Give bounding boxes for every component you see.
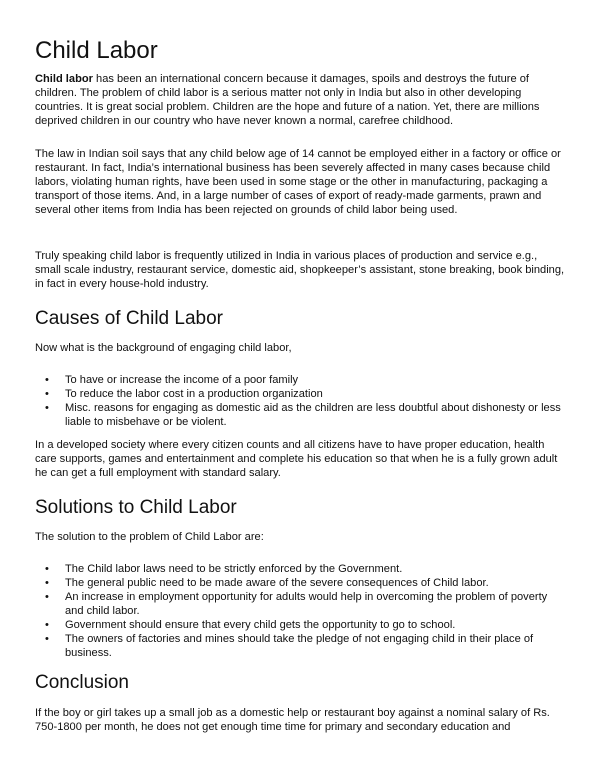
- list-item: • The general public need to be made aware of the severe consequences of Child labor.: [45, 577, 489, 589]
- causes-list: [35, 373, 565, 429]
- list-item: • Misc. reasons for engaging as domestic aid as the children are less doubtful about dishonesty or less liable to misbehave or be violent.: [45, 402, 561, 428]
- list-item: • To reduce the labor cost in a production organization: [45, 388, 323, 400]
- bullet-icon: •: [45, 402, 49, 414]
- bullet-icon: •: [45, 374, 49, 386]
- bullet-icon: •: [45, 388, 49, 400]
- usage-paragraph: Truly speaking child labor is frequently utilized in India in various places of production and service e.g., small scale industry, restaurant service, domestic aid, shopkeeper’s assistant, stone breaking, book binding, in fact in every house-hold industry.: [35, 250, 565, 290]
- list-item: • The Child labor laws need to be strictly enforced by the Government.: [45, 563, 403, 575]
- solutions-list: [35, 562, 565, 660]
- intro-text: has been an international concern because it damages, spoils and destroys the future of children. The problem of child labor is a serious matter not only in India but also in other developing countries. It is great social problem. Children are the hope and future of a nation. Yet, there are millions deprived children in our country who have never known a normal, carefree childhood.: [35, 73, 540, 127]
- list-item: • To have or increase the income of a poor family: [45, 374, 299, 386]
- bullet-icon: •: [45, 591, 49, 603]
- intro-lead: Child labor: [35, 73, 93, 85]
- bullet-icon: •: [45, 633, 49, 645]
- list-item: • An increase in employment opportunity for adults would help in overcoming the problem of poverty and child labor.: [45, 591, 548, 617]
- solutions-intro: The solution to the problem of Child Labor are:: [35, 531, 264, 543]
- bullet-icon: •: [45, 577, 49, 589]
- bullet-icon: •: [45, 619, 49, 631]
- intro-paragraph: [35, 72, 565, 128]
- list-item: • Government should ensure that every child gets the opportunity to go to school.: [45, 619, 456, 631]
- list-item: • The owners of factories and mines should take the pledge of not engaging child in their place of business.: [45, 633, 534, 659]
- conclusion-heading: Conclusion: [35, 672, 129, 693]
- causes-heading: Causes of Child Labor: [35, 308, 223, 329]
- causes-intro: Now what is the background of engaging child labor,: [35, 342, 292, 354]
- causes-outro: In a developed society where every citizen counts and all citizens have to have proper education, health care supports, games and entertainment and complete his education so that when he is a fully grown adult he can get a full employment with standard salary.: [35, 439, 558, 479]
- bullet-icon: •: [45, 563, 49, 575]
- law-paragraph: The law in Indian soil says that any child below age of 14 cannot be employed either in a factory or office or restaurant. In fact, India’s international business has been severely affected in many cases because child labors, violating human rights, have been used in some stage or the other in manufacturing, packaging a transport of those items. And, in a large number of cases of export of ready-made garments, prawn and several other items from India has been rejected on grounds of child labor being used.: [35, 148, 561, 216]
- page-title: Child Labor: [35, 37, 158, 64]
- conclusion-paragraph: If the boy or girl takes up a small job as a domestic help or restaurant boy against a nominal salary of Rs. 750-1800 per month, he does not get enough time time for primary and secondary education and: [35, 707, 550, 733]
- solutions-heading: Solutions to Child Labor: [35, 497, 237, 518]
